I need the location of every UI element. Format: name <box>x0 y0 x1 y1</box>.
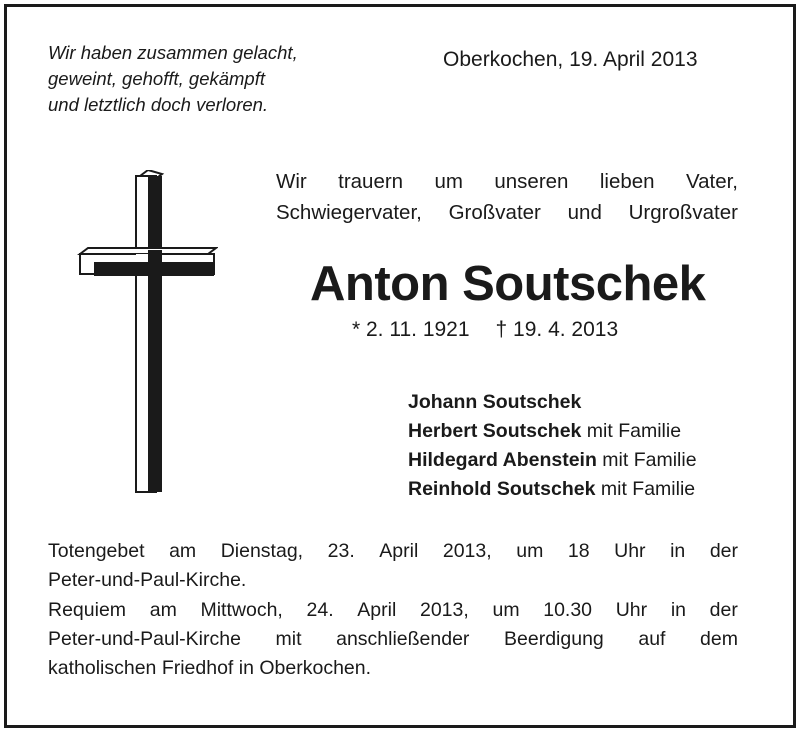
death-date: † 19. 4. 2013 <box>495 318 619 341</box>
mourning-intro <box>276 166 738 228</box>
quote-line: Wir haben zusammen gelacht, <box>48 42 298 63</box>
prayer-line: Peter-und-Paul-Kirche. <box>48 569 247 591</box>
family-member-suffix: mit Familie <box>581 420 682 442</box>
family-member-name: Hildegard Abenstein <box>408 449 597 471</box>
requiem-line: katholischen Friedhof in Oberkochen. <box>48 657 372 679</box>
family-member-name: Herbert Soutschek <box>408 420 582 442</box>
family-member-suffix: mit Familie <box>595 478 696 500</box>
prayer-line: Totengebet am Dienstag, 23. April 2013, um 18 Uhr in der <box>48 540 738 562</box>
life-dates <box>352 318 618 342</box>
family-member <box>408 475 697 504</box>
quote-line: und letztlich doch verloren. <box>48 94 269 115</box>
quote-line: geweint, gehofft, gekämpft <box>48 68 265 89</box>
prayer-notice <box>48 537 738 595</box>
family-member <box>408 446 697 475</box>
family-member-name: Johann Soutschek <box>408 391 582 413</box>
family-member-name: Reinhold Soutschek <box>408 478 596 500</box>
requiem-line: Peter-und-Paul-Kirche mit anschließender Beerdigung auf dem <box>48 628 738 650</box>
family-list <box>408 388 697 504</box>
place-date: Oberkochen, 19. April 2013 <box>443 48 698 71</box>
requiem-line: Requiem am Mittwoch, 24. April 2013, um 10.30 Uhr in der <box>48 599 738 621</box>
intro-line: Wir trauern um unseren lieben Vater, <box>276 170 738 193</box>
deceased-name: Anton Soutschek <box>310 257 706 311</box>
intro-line: Schwiegervater, Großvater und Urgroßvater <box>276 201 738 224</box>
family-member <box>408 388 697 417</box>
memorial-quote <box>48 40 298 118</box>
family-member <box>408 417 697 446</box>
cross-icon <box>76 170 218 496</box>
requiem-notice <box>48 596 738 683</box>
birth-date: * 2. 11. 1921 <box>352 318 470 341</box>
family-member-suffix: mit Familie <box>596 449 697 471</box>
